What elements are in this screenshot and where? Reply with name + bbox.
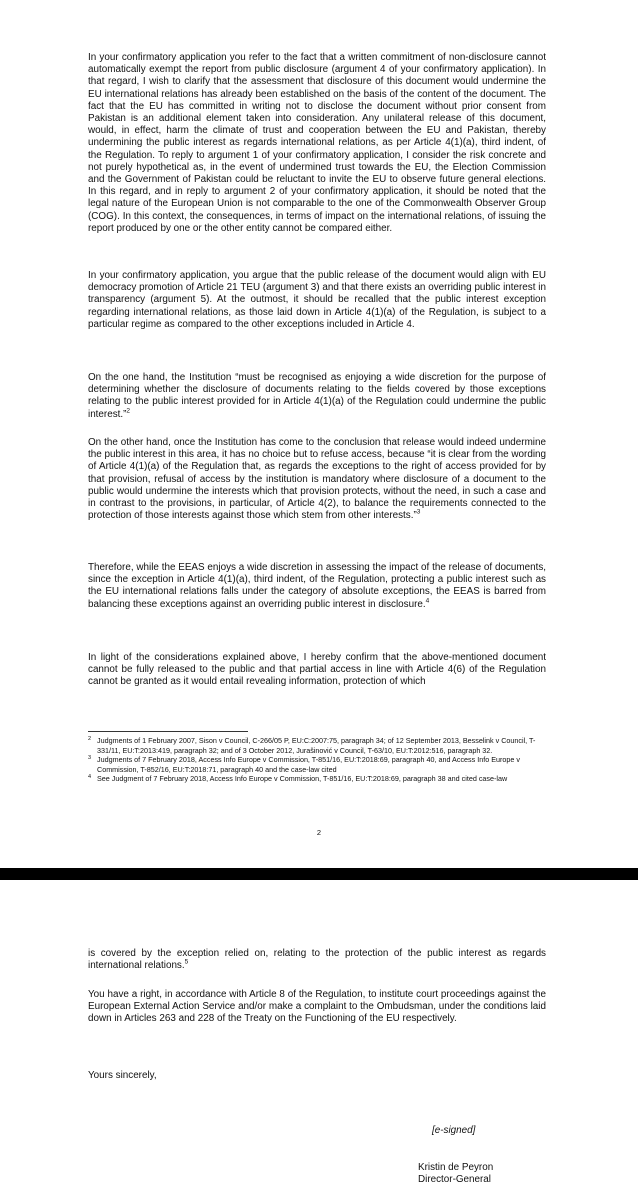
footnote-ref-3: 3	[416, 508, 421, 516]
document-page-3	[0, 880, 638, 1200]
footnotes	[88, 736, 550, 784]
footnote-ref-2: 2	[126, 407, 131, 415]
paragraph-continued: is covered by the exception relied on, relating to the protection of the public interest as regards international relations.$^5$	[88, 948, 546, 972]
paragraph-right-to-appeal: You have a right, in accordance with Article 8 of the Regulation, to institute court proceedings against the European External Action Service and/or make a complaint to the Ombudsman, under the conditions laid down in Articles 263 and 228 of the Treaty on the Functioning of the EU respectively.	[88, 989, 546, 1025]
e-signature: [e-signed]	[432, 1125, 476, 1136]
closing-salutation: Yours sincerely,	[88, 1070, 157, 1081]
footnote-4: 4 See Judgment of 7 February 2018, Access Info Europe v Commission, T-851/16, EU:T:2018:69, paragraph 38 and cited case-law	[88, 774, 508, 784]
paragraph-refuse-access: On the other hand, once the Institution has come to the conclusion that release would indeed undermine the public interest in this area, it has no choice but to refuse access, because “it is clear from the wording of Article 4(1)(a) of the Regulation that, as regards the exceptions to the right of access provided for by that provision, refusal of access by the institution is mandatory where disclosure of a document to the public would undermine the interests which that provision protects, without the need, in such a case and in contrast to the provisions, in particular, of Article 4(2), to balance the requirements connected to the protection of those interests against those which stem from other interests.”$^3$	[88, 437, 546, 522]
paragraph-conclusion: In light of the considerations explained above, I hereby confirm that the above-mentioned document cannot be fully released to the public and that partial access in line with Article 4(6) of the Regulation cannot be granted as it would entail revealing information, protection of which	[88, 652, 546, 688]
paragraph-wide-discretion: On the one hand, the Institution “must be recognised as enjoying a wide discretion for the purpose of determining whether the disclosure of documents relating to the fields covered by those exceptions relating to the public interest provided for in Article 4(1)(a) of the Regulation could undermine the public interest.”$^2$	[88, 372, 546, 420]
footnote-ref-5: 5	[184, 958, 189, 966]
signatory-title: Director-General	[418, 1174, 491, 1185]
paragraph-absolute-exceptions: Therefore, while the EEAS enjoys a wide discretion in assessing the impact of the release of documents, since the exception in Article 4(1)(a), third indent, of the Regulation, protecting a public interest such as the EU international relations falls under the category of absolute exceptions, the EEAS is barred from balancing these exceptions against an overriding public interest in disclosure.$^4$	[88, 562, 546, 610]
paragraph-non-disclosure: In your confirmatory application you refer to the fact that a written commitment of non-disclosure cannot automatically exempt the report from public disclosure (argument 4 of your confirmatory application). In that regard, I wish to clarify that the assessment that disclosure of this document would undermine the EU international relations has already been established on the basis of the content of the document. The fact that the EU has committed in writing not to disclose the document without prior consent from Pakistan is an additional element taken into consideration. Any unilateral release of this document, would, in effect, harm the climate of trust and cooperation between the EU and Pakistan, thereby undermining the public interest as regards international relations, as per Article 4(1)(a), third indent, of the Regulation. To reply to argument 1 of your confirmatory application, I consider the risk concrete and not purely hypothetical as, in the event of undermined trust towards the EU, the Election Commission and the Government of Pakistan could be reluctant to invite the EU to observe future general elections. In this regard, and in reply to argument 2 of your confirmatory application, it should be noted that the legal nature of the European Union is not comparable to the one of the Commonwealth Observer Group (COG). In this context, the consequences, in terms of impact on the international relations, of issuing the report produced by one or the other entity cannot be compared either.	[88, 52, 546, 234]
footnote-3: 3 Judgments of 7 February 2018, Access Info Europe v Commission, T-851/16, EU:T:2018:69, paragraph 40, and Access Info Europe v Commission, T-852/16, EU:T:2018:71, paragraph 40 and the case-law cited	[88, 755, 520, 774]
footnote-separator	[88, 731, 248, 732]
footnote-2: 2 Judgments of 1 February 2007, Sison v Council, C-266/05 P, EU:C:2007:75, paragraph 34; of 12 September 2013, Besselink v Council, T-331/11, EU:T:2013:419, paragraph 32; and of 3 October 2012, Jurašinović v Council, T-63/10, EU:T:2012:516, paragraph 32.	[88, 736, 536, 755]
paragraph-democracy-promotion: In your confirmatory application, you argue that the public release of the document would align with EU democracy promotion of Article 21 TEU (argument 3) and that there exists an overriding public interest in transparency (argument 5). At the outmost, it should be recalled that the public interest exception regarding international relations, as those laid down in Article 4(1)(a) of the Regulation, is subject to a particular regime as compared to the other exceptions included in Article 4.	[88, 270, 546, 330]
page-number: 2	[316, 828, 322, 837]
signatory-name: Kristin de Peyron	[418, 1162, 494, 1173]
footnote-ref-4: 4	[425, 597, 430, 605]
